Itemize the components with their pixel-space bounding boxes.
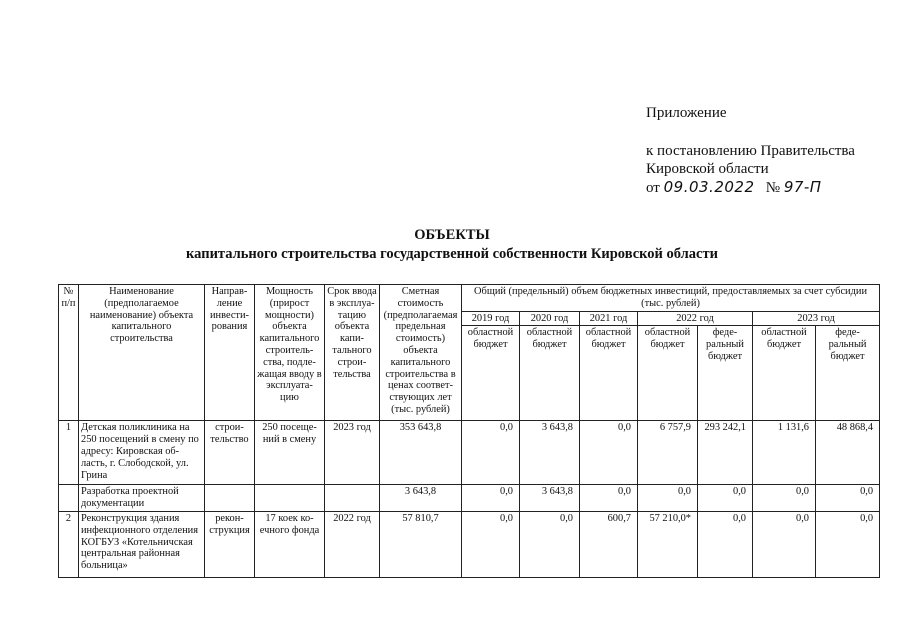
- row-num: 1: [59, 421, 79, 485]
- table-row: [59, 485, 880, 512]
- row-name: Реконструкция здания инфекционного отделения КОГБУЗ «Котельничская центральная районная больница»: [79, 511, 205, 577]
- header-regional-2019: областной бюджет: [462, 326, 520, 421]
- row-capacity: [255, 485, 325, 512]
- appendix-date-line: [646, 178, 855, 197]
- row-cost: 3 643,8: [380, 485, 462, 512]
- row-2019: 0,0: [462, 485, 520, 512]
- row-direction: [205, 485, 255, 512]
- row-2019: 0,0: [462, 511, 520, 577]
- row-capacity: 250 посеще-ний в смену: [255, 421, 325, 485]
- row-2023-federal: 48 868,4: [816, 421, 880, 485]
- row-term: 2023 год: [325, 421, 380, 485]
- row-cost: 353 643,8: [380, 421, 462, 485]
- row-2021: 600,7: [580, 511, 638, 577]
- row-2022-regional: 0,0: [638, 485, 698, 512]
- row-term: 2022 год: [325, 511, 380, 577]
- header-federal-2022: феде-ральный бюджет: [698, 326, 753, 421]
- appendix-block: [646, 104, 855, 197]
- header-cost: Сметная стоимость (предполагаемая предельная стоимость) объекта капитального строительства в ценах соответ-ствующих лет (тыс. рублей): [380, 285, 462, 421]
- row-2022-federal: 293 242,1: [698, 421, 753, 485]
- row-num: [59, 485, 79, 512]
- row-direction: строи-тельство: [205, 421, 255, 485]
- table-row: [59, 421, 880, 485]
- row-cost: 57 810,7: [380, 511, 462, 577]
- header-regional-2020: областной бюджет: [520, 326, 580, 421]
- row-2020: 3 643,8: [520, 485, 580, 512]
- handwritten-number: 97-П: [783, 178, 822, 196]
- date-prefix: от: [646, 180, 660, 196]
- row-term: [325, 485, 380, 512]
- header-regional-2021: областной бюджет: [580, 326, 638, 421]
- row-2023-regional: 0,0: [753, 485, 816, 512]
- header-investments: Общий (предельный) объем бюджетных инвестиций, предоставляемых за счет субсидии (тыс. рублей): [462, 285, 880, 312]
- appendix-line-2: Кировской области: [646, 161, 769, 177]
- header-direction: Направ-ление инвести-рования: [205, 285, 255, 421]
- header-name: Наименование (предполагаемое наименование) объекта капитального строительства: [79, 285, 205, 421]
- header-year-2022: 2022 год: [638, 311, 753, 326]
- number-prefix: №: [765, 180, 781, 196]
- row-direction: рекон-струкция: [205, 511, 255, 577]
- header-row-1: [59, 285, 880, 312]
- header-regional-2023: областной бюджет: [753, 326, 816, 421]
- row-2023-regional: 0,0: [753, 511, 816, 577]
- row-2022-regional: 6 757,9: [638, 421, 698, 485]
- row-name: Разработка проектной документации: [79, 485, 205, 512]
- appendix-line-1: к постановлению Правительства: [646, 143, 855, 159]
- appendix-label: Приложение: [646, 105, 727, 121]
- row-2022-regional: 57 210,0*: [638, 511, 698, 577]
- row-2019: 0,0: [462, 421, 520, 485]
- objects-table: [58, 284, 880, 578]
- header-year-2019: 2019 год: [462, 311, 520, 326]
- row-2022-federal: 0,0: [698, 485, 753, 512]
- row-2022-federal: 0,0: [698, 511, 753, 577]
- header-year-2020: 2020 год: [520, 311, 580, 326]
- header-year-2021: 2021 год: [580, 311, 638, 326]
- row-capacity: 17 коек ко-ечного фонда: [255, 511, 325, 577]
- row-name: Детская поликлиника на 250 посещений в смену по адресу: Кировская об-ласть, г. Слободской, ул. Грина: [79, 421, 205, 485]
- header-federal-2023: феде-ральный бюджет: [816, 326, 880, 421]
- row-2023-regional: 1 131,6: [753, 421, 816, 485]
- row-2021: 0,0: [580, 485, 638, 512]
- row-num: 2: [59, 511, 79, 577]
- table-row: [59, 511, 880, 577]
- header-regional-2022: областной бюджет: [638, 326, 698, 421]
- row-2023-federal: 0,0: [816, 485, 880, 512]
- header-year-2023: 2023 год: [753, 311, 880, 326]
- header-capacity: Мощность (прирост мощности) объекта капитального строитель-ства, подле-жащая вводу в эксплуата-цию: [255, 285, 325, 421]
- row-2020: 3 643,8: [520, 421, 580, 485]
- handwritten-date: 09.03.2022: [663, 178, 755, 196]
- row-2023-federal: 0,0: [816, 511, 880, 577]
- title-line-2: капитального строительства государственной собственности Кировской области: [186, 246, 718, 262]
- row-2021: 0,0: [580, 421, 638, 485]
- title-line-1: ОБЪЕКТЫ: [414, 227, 490, 243]
- row-2020: 0,0: [520, 511, 580, 577]
- document-title: [0, 226, 904, 264]
- header-num: № п/п: [59, 285, 79, 421]
- header-term: Срок ввода в эксплуа-тацию объекта капи-тального строи-тельства: [325, 285, 380, 421]
